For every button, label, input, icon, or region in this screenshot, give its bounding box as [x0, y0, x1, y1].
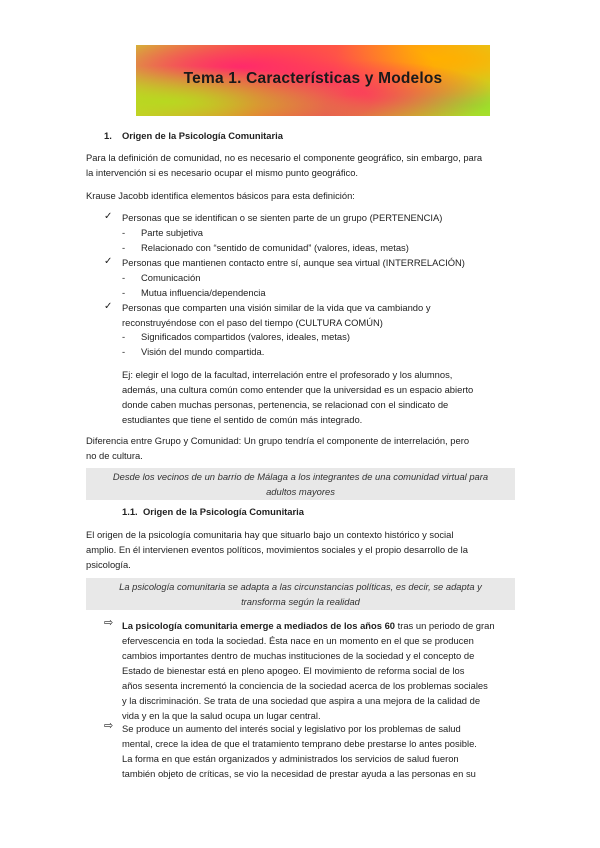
para-origin: [86, 527, 516, 572]
text-line: La psicología comunitaria se adapta a las circunstancias políticas, es decir, se adapta y: [119, 581, 482, 592]
dash-icon: -: [122, 272, 126, 283]
bullet-item: [122, 721, 522, 781]
text-line: psicología.: [86, 559, 131, 570]
text-line: donde caben muchas personas, pertenencia, se relacionad con el sindicato de: [122, 399, 449, 410]
text-line: La forma en que están organizados y administrados los servicios de salud fueron: [122, 753, 459, 764]
section-number: 1.1.: [122, 506, 138, 517]
text-line: transforma según la realidad: [241, 596, 360, 607]
dash-icon: -: [122, 227, 126, 238]
quote-box: [86, 578, 515, 610]
text-line: efervescencia en toda la sociedad. Ésta nace en un momento en el que se producen: [122, 635, 474, 646]
para-krause: Krause Jacobb identifica elementos básicos para esta definición:: [86, 190, 355, 201]
sub-item: Visión del mundo compartida.: [141, 346, 265, 357]
list-item: Personas que mantienen contacto entre sí, aunque sea virtual (INTERRELACIÓN): [122, 257, 465, 268]
text-line: Ej: elegir el logo de la facultad, interrelación entre el profesorado y los alumnos,: [122, 369, 453, 380]
text-line: mental, crece la idea de que el tratamiento temprano debe prestarse lo antes posible.: [122, 738, 477, 749]
text-line: vida y en la que la salud ocupa un lugar central.: [122, 710, 321, 721]
section-number: 1.: [104, 130, 112, 141]
text-line: adultos mayores: [266, 486, 335, 497]
sub-item: Mutua influencia/dependencia: [141, 287, 266, 298]
check-icon: ✓: [104, 256, 113, 267]
list-item: Personas que se identifican o se sienten parte de un grupo (PERTENENCIA): [122, 212, 443, 223]
text-line: estudiantes que tiene el sentido de común más integrado.: [122, 414, 363, 425]
text-line: además, una cultura común como entender que la universidad es un espacio abierto: [122, 384, 474, 395]
text-line: [122, 618, 522, 633]
text-line: cambios importantes dentro de muchas instituciones de la sociedad y el concepto de: [122, 650, 475, 661]
text-line: años sesenta incrementó la conciencia de la sociedad acerca de los problemas sociales: [122, 680, 488, 691]
arrow-right-icon: ⇨: [104, 617, 114, 629]
check-icon: ✓: [104, 211, 113, 222]
sub-item: Parte subjetiva: [141, 227, 204, 238]
section-heading: Origen de la Psicología Comunitaria: [143, 506, 304, 517]
arrow-right-icon: ⇨: [104, 720, 114, 732]
dash-icon: -: [122, 346, 126, 357]
text-line: Estado de bienestar está en pleno apogeo. El movimiento de reforma social de los: [122, 665, 465, 676]
text-line: Se produce un aumento del interés social y legislativo por los problemas de salud: [122, 723, 461, 734]
text-line: Personas que comparten una visión similar de la vida que va cambiando y: [122, 302, 431, 313]
text-span: tras un periodo de gran: [395, 620, 495, 631]
section-heading: Origen de la Psicología Comunitaria: [122, 130, 283, 141]
dash-icon: -: [122, 242, 126, 253]
para-difference: [86, 433, 516, 463]
dash-icon: -: [122, 287, 126, 298]
text-line: no de cultura.: [86, 450, 143, 461]
sub-item: Significados compartidos (valores, ideales, metas): [141, 331, 350, 342]
dash-icon: -: [122, 331, 126, 342]
example-block: [122, 367, 522, 427]
text-line: El origen de la psicología comunitaria hay que situarlo bajo un contexto histórico y social: [86, 529, 454, 540]
text-line: amplio. En él intervienen eventos políticos, movimientos sociales y el propio desarrollo de la: [86, 544, 468, 555]
text-line: reconstruyéndose con el paso del tiempo (CULTURA COMÚN): [122, 317, 383, 328]
title-banner: [136, 45, 490, 116]
sub-item: Relacionado con “sentido de comunidad” (valores, ideas, metas): [141, 242, 409, 253]
list-item: [122, 300, 431, 330]
text-line: Para la definición de comunidad, no es necesario el componente geográfico, sin embargo, para: [86, 152, 483, 163]
check-icon: ✓: [104, 301, 113, 312]
bold-text: La psicología comunitaria emerge a mediados de los años 60: [122, 620, 396, 631]
para-definition: [86, 150, 516, 180]
text-line: también objeto de críticas, se vio la necesidad de prestar ayuda a las personas en su: [122, 768, 476, 779]
text-line: y la discriminación. Se trata de una sociedad que aspira a una mejora de la calidad de: [122, 695, 481, 706]
sub-item: Comunicación: [141, 272, 201, 283]
quote-box: [86, 468, 515, 500]
page-title: Tema 1. Características y Modelos: [183, 70, 443, 87]
bullet-item: [122, 618, 522, 723]
text-line: Desde los vecinos de un barrio de Málaga a los integrantes de una comunidad virtual para: [112, 471, 489, 482]
text-line: la intervención si es necesario ocupar el mismo punto geográfico.: [86, 167, 359, 178]
text-line: Diferencia entre Grupo y Comunidad: Un grupo tendría el componente de interrelación, pero: [86, 435, 470, 446]
